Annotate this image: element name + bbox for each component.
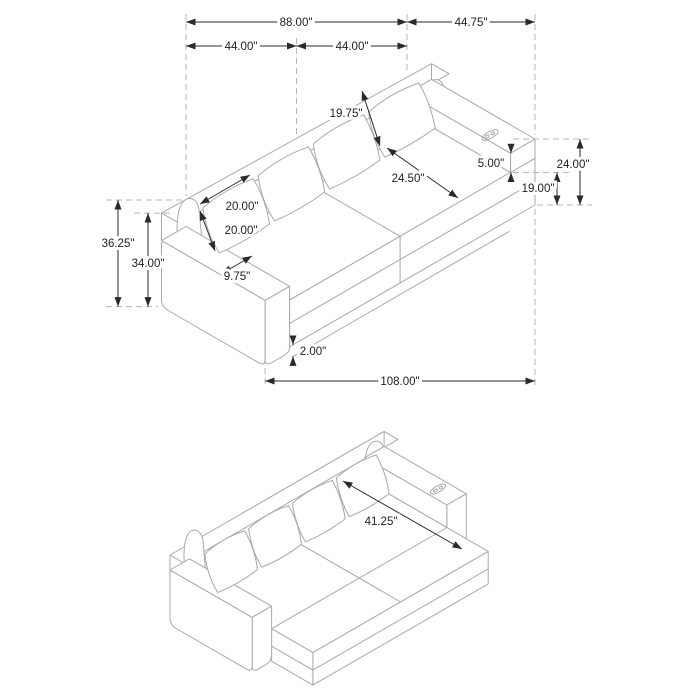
dim-seat-width-right-label: 44.00" [335, 41, 369, 53]
dim-back-cushion-height-label: 19.75" [329, 108, 363, 120]
dim-depth-overall-label: 44.75" [454, 17, 488, 29]
dim-seat-width-left-label: 44.00" [224, 41, 258, 53]
bottom-view-drawing [170, 431, 488, 685]
dim-arm-width-label: 9.75" [223, 271, 251, 283]
dim-overall-height-label: 36.25" [101, 238, 135, 250]
dim-arm-height-label: 24.00" [556, 159, 590, 171]
dim-back-height-label: 34.00" [131, 258, 165, 270]
dim-pillow-height-label: 20.00" [224, 225, 258, 237]
dim-armrest-above-seat-label: 5.00" [477, 158, 505, 170]
dim-sleeper-depth-label: 41.25" [364, 516, 398, 528]
dim-pillow-width-label: 20.00" [225, 201, 259, 213]
dim-seat-depth-label: 24.50" [391, 173, 425, 185]
dim-overall-length-label: 108.00" [380, 376, 420, 388]
dim-base-clearance-label: 2.00" [299, 346, 327, 358]
dim-seat-height-label: 19.00" [521, 183, 555, 195]
dim-back-width-label: 88.00" [279, 17, 313, 29]
